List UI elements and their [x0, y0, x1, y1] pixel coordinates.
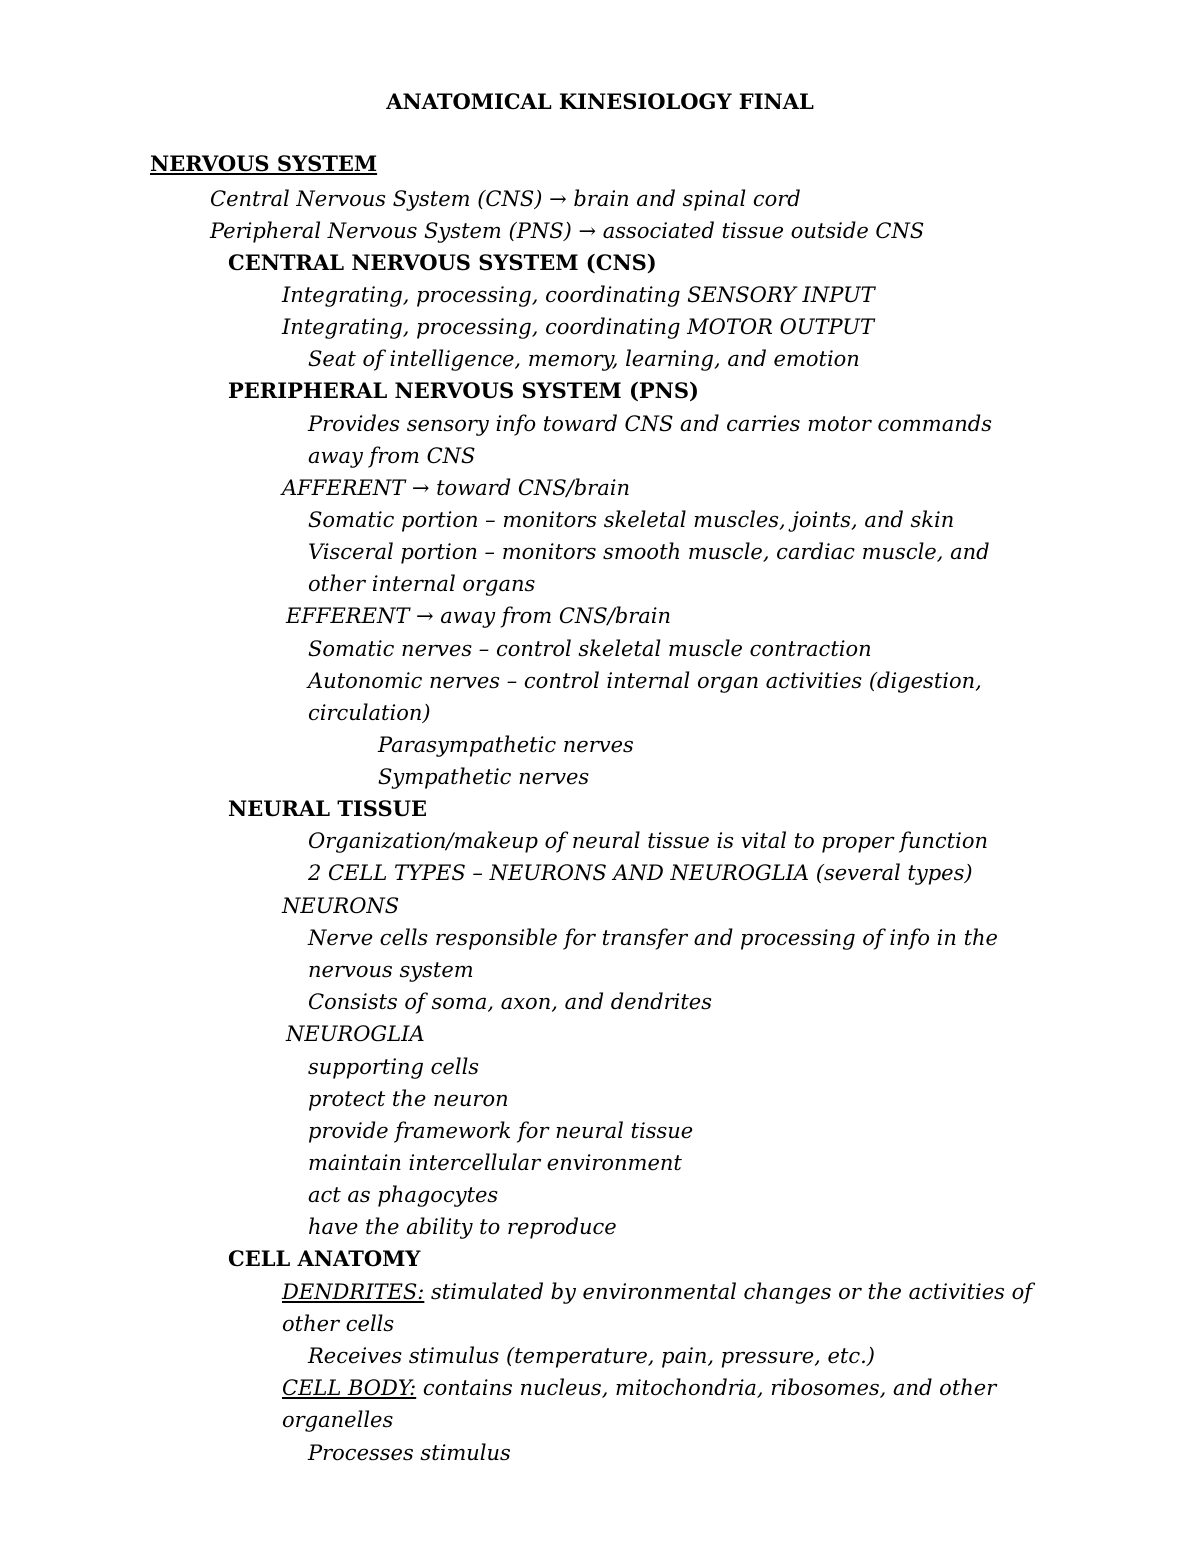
dendrites-label: DENDRITES:	[282, 1280, 425, 1304]
section-a-title: NERVOUS SYSTEM	[150, 151, 378, 176]
document-page: ANATOMICAL KINESIOLOGY FINAL NERVOUS SYSTEM Central Nervous System (CNS) → brain and spinal cord Peripheral Nervous System (PNS) → associated tissue outside CNS CENTRAL NERVOUS SYSTEM (CNS) Integrating, processing, coordinating SENSORY INPUT Integrating, processing, coordinating MOTOR OUTPUT Seat of intelligence, memory, learning, and emotion PERIPHERAL NERVOUS SYSTEM (PNS) Provides sensory info toward CNS and carries motor commands away from CNS AFFERENT → toward CNS/brain Somatic portion – monitors skeletal muscles, joints, and skin Visceral portion – monitors smooth muscle, cardiac muscle, and other internal organs EFFERENT → away from CNS/brain Somatic nerves – control skeletal muscle contraction Autonomic nerves – control internal organ activities (digestion, circulation) Parasympathetic nerves Sympathetic nerves NEURAL TISSUE Organization/makeup of neural tissue is vital to proper function 2 CELL TYPES – NEURONS AND NEUROGLIA (several types) NEURONS Nerve cells responsible for transfer and processing of info in the nervous system Consists of soma, axon, and dendrites NEUROGLIA supporting cells protect the neuron provide framework for neural tissue maintain intercellular environment act as phagocytes have the ability to reproduce CELL ANATOMY DENDRITES: stimulated by environmental changes or the activities of other cells Receives stimulus (temperature, pain, pressure, etc.) CELL BODY: contains nucleus, mitochondria, ribosomes, and other organelles Processes stimulus	[0, 0, 1200, 1553]
document-title: ANATOMICAL KINESIOLOGY FINAL	[386, 89, 814, 114]
cell-body-label: CELL BODY:	[282, 1376, 417, 1400]
